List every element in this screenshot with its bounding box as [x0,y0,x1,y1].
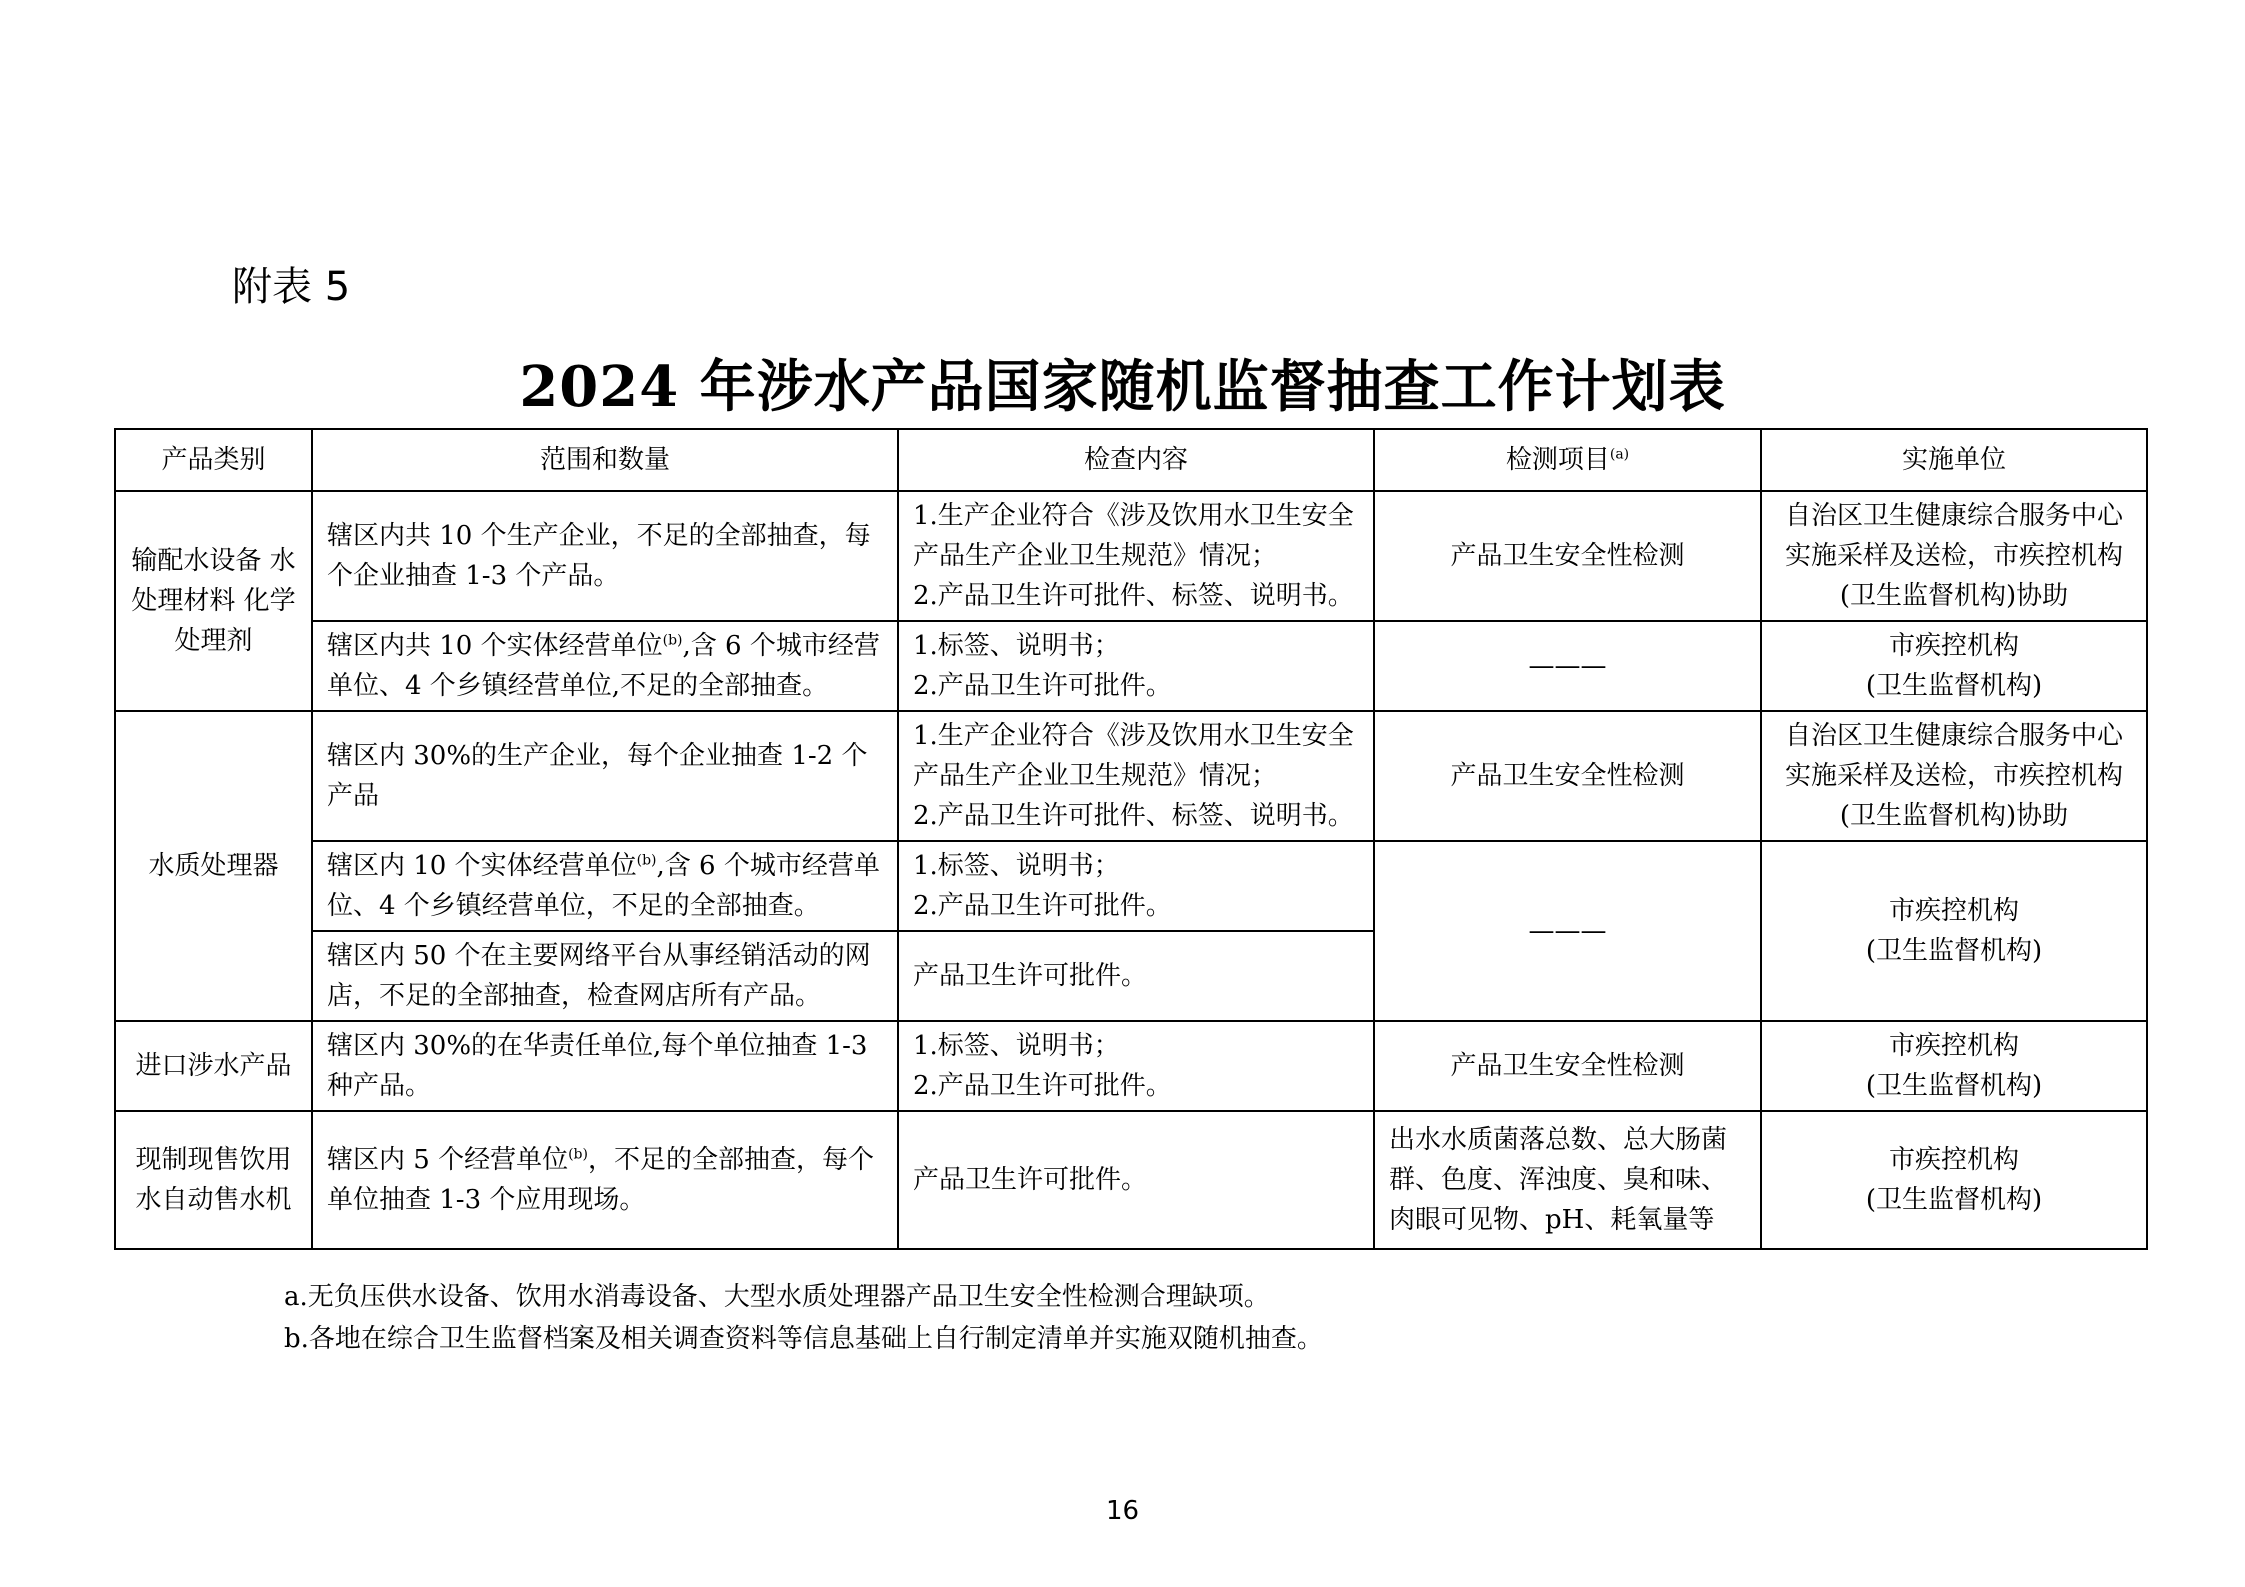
header-category: 产品类别 [115,429,312,491]
appendix-label: 附表 5 [232,264,351,310]
scope-cell: 辖区内共 10 个生产企业，不足的全部抽查，每个企业抽查 1-3 个产品。 [312,491,898,621]
header-items [1374,429,1761,491]
header-items-footnote: (a) [1609,446,1630,463]
plan-table [114,428,2148,1250]
content-cell: 1.标签、说明书； 2.产品卫生许可批件。 [898,621,1374,711]
header-items-label: 检测项目 [1505,445,1610,475]
scope-text: 辖区内 10 个实体经营单位 [327,851,637,881]
items-cell: ——— [1374,621,1761,711]
content-cell: 产品卫生许可批件。 [898,931,1374,1021]
document-title: 2024 年涉水产品国家随机监督抽查工作计划表 [519,354,1726,420]
content-cell: 产品卫生许可批件。 [898,1111,1374,1249]
category-cell: 进口涉水产品 [115,1021,312,1111]
footnote-b-marker: (b) [636,852,657,869]
items-cell: 产品卫生安全性检测 [1374,1021,1761,1111]
table-row [115,711,2147,841]
content-cell: 1.生产企业符合《涉及饮用水卫生安全产品生产企业卫生规范》情况； 2.产品卫生许可批件、标签、说明书。 [898,491,1374,621]
header-content: 检查内容 [898,429,1374,491]
content-cell: 1.生产企业符合《涉及饮用水卫生安全产品生产企业卫生规范》情况； 2.产品卫生许可批件、标签、说明书。 [898,711,1374,841]
scope-cell: 辖区内 50 个在主要网络平台从事经销活动的网店，不足的全部抽查，检查网店所有产品。 [312,931,898,1021]
scope-text: ,含 6 个城市经营单位、4 个乡镇经营单位，不足的全部抽查。 [327,851,880,921]
footnote-b-marker: (b) [568,1146,588,1163]
footnote-b: b.各地在综合卫生监督档案及相关调查资料等信息基础上自行制定清单并实施双随机抽查。 [284,1324,1323,1354]
header-scope: 范围和数量 [312,429,898,491]
header-unit: 实施单位 [1761,429,2147,491]
scope-cell [312,841,898,931]
scope-cell: 辖区内 30%的在华责任单位,每个单位抽查 1-3 种产品。 [312,1021,898,1111]
unit-cell: 市疾控机构 (卫生监督机构) [1761,621,2147,711]
table-row [115,1111,2147,1249]
items-cell: 出水水质菌落总数、总大肠菌群、色度、浑浊度、臭和味、肉眼可见物、pH、耗氧量等 [1374,1111,1761,1249]
unit-cell: 自治区卫生健康综合服务中心实施采样及送检，市疾控机构(卫生监督机构)协助 [1761,711,2147,841]
scope-text: 辖区内 5 个经营单位 [327,1145,569,1175]
scope-text: ,含 6 个城市经营单位、4 个乡镇经营单位,不足的全部抽查。 [327,631,880,701]
items-cell: 产品卫生安全性检测 [1374,711,1761,841]
footnote-a: a.无负压供水设备、饮用水消毒设备、大型水质处理器产品卫生安全性检测合理缺项。 [284,1282,1270,1312]
unit-cell: 市疾控机构 (卫生监督机构) [1761,1021,2147,1111]
table-row [115,491,2147,621]
footnote-b-marker: (b) [662,632,683,649]
items-cell: 产品卫生安全性检测 [1374,491,1761,621]
category-cell: 输配水设备 水处理材料 化学处理剂 [115,491,312,711]
unit-cell: 自治区卫生健康综合服务中心实施采样及送检，市疾控机构(卫生监督机构)协助 [1761,491,2147,621]
unit-cell: 市疾控机构 (卫生监督机构) [1761,1111,2147,1249]
content-cell: 1.标签、说明书； 2.产品卫生许可批件。 [898,1021,1374,1111]
page-number: 16 [1105,1496,1140,1526]
scope-text: 辖区内共 10 个实体经营单位 [327,631,663,661]
scope-cell [312,1111,898,1249]
content-cell: 1.标签、说明书； 2.产品卫生许可批件。 [898,841,1374,931]
table-row [115,1021,2147,1111]
table-header-row [115,429,2147,491]
table-row [115,621,2147,711]
unit-cell: 市疾控机构 (卫生监督机构) [1761,841,2147,1021]
scope-text: ，不足的全部抽查，每个单位抽查 1-3 个应用现场。 [327,1145,874,1215]
scope-cell: 辖区内 30%的生产企业，每个企业抽查 1-2 个产品 [312,711,898,841]
category-cell: 水质处理器 [115,711,312,1021]
scope-cell [312,621,898,711]
items-cell: ——— [1374,841,1761,1021]
table-row [115,841,2147,931]
footnotes [284,1276,1323,1360]
category-cell: 现制现售饮用水自动售水机 [115,1111,312,1249]
